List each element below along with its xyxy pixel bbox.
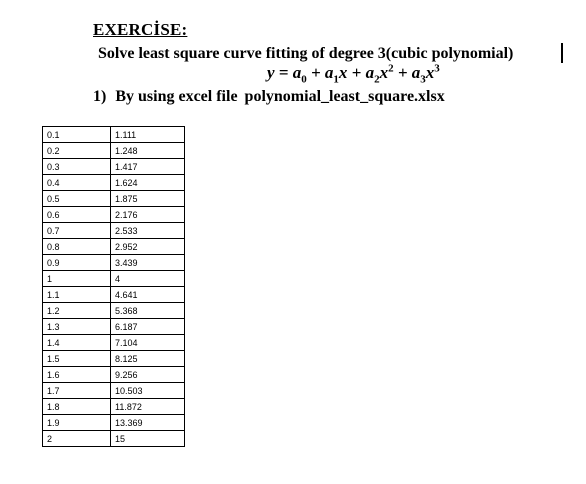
- eq-a3-sub: 3: [420, 73, 426, 86]
- y-value-cell: 7.104: [111, 335, 185, 351]
- exercise-title: EXERCİSE:: [93, 20, 188, 39]
- table-row: [43, 431, 185, 447]
- table-row: [43, 191, 185, 207]
- y-value-cell: 15: [111, 431, 185, 447]
- x-value-cell: 1: [43, 271, 111, 287]
- x-value-cell: 0.5: [43, 191, 111, 207]
- y-value-cell: 2.952: [111, 239, 185, 255]
- y-value-cell: 11.872: [111, 399, 185, 415]
- table-row: [43, 351, 185, 367]
- exercise-subtitle: Solve least square curve fitting of degree 3(cubic polynomial): [98, 45, 514, 62]
- x-value-cell: 0.7: [43, 223, 111, 239]
- y-value-cell: 1.417: [111, 159, 185, 175]
- table-row: [43, 255, 185, 271]
- table-row: [43, 415, 185, 431]
- x-value-cell: 1.8: [43, 399, 111, 415]
- table-row: [43, 367, 185, 383]
- polynomial-equation: [267, 62, 440, 84]
- eq-a0-sub: 0: [301, 73, 307, 86]
- text-cursor: [561, 43, 563, 63]
- y-value-cell: 1.624: [111, 175, 185, 191]
- y-value-cell: 2.176: [111, 207, 185, 223]
- x-value-cell: 1.3: [43, 319, 111, 335]
- y-value-cell: 5.368: [111, 303, 185, 319]
- y-value-cell: 4: [111, 271, 185, 287]
- table-row: [43, 383, 185, 399]
- excel-filename: polynomial_least_square.xlsx: [244, 88, 445, 105]
- y-value-cell: 1.111: [111, 127, 185, 143]
- y-value-cell: 1.875: [111, 191, 185, 207]
- table-row: [43, 287, 185, 303]
- x-value-cell: 2: [43, 431, 111, 447]
- y-value-cell: 10.503: [111, 383, 185, 399]
- instruction-text: By using excel file: [115, 88, 238, 105]
- data-table-body: [43, 127, 185, 447]
- eq-a2-sub: 2: [374, 73, 380, 86]
- x-value-cell: 0.9: [43, 255, 111, 271]
- eq-lhs: y: [267, 63, 275, 82]
- eq-a0: a: [292, 63, 302, 82]
- eq-x2: x: [379, 63, 389, 82]
- eq-equals: =: [274, 63, 293, 82]
- eq-plus-1: +: [306, 63, 325, 82]
- y-value-cell: 3.439: [111, 255, 185, 271]
- x-value-cell: 0.8: [43, 239, 111, 255]
- eq-x1: x: [338, 63, 348, 82]
- y-value-cell: 6.187: [111, 319, 185, 335]
- y-value-cell: 8.125: [111, 351, 185, 367]
- data-table: [42, 126, 185, 447]
- eq-x3: x: [425, 63, 435, 82]
- table-row: [43, 303, 185, 319]
- x-value-cell: 0.2: [43, 143, 111, 159]
- x-value-cell: 1.7: [43, 383, 111, 399]
- x-value-cell: 1.9: [43, 415, 111, 431]
- x-value-cell: 1.4: [43, 335, 111, 351]
- table-row: [43, 175, 185, 191]
- y-value-cell: 9.256: [111, 367, 185, 383]
- eq-a1: a: [324, 63, 334, 82]
- table-row: [43, 207, 185, 223]
- table-row: [43, 399, 185, 415]
- table-row: [43, 127, 185, 143]
- x-value-cell: 0.4: [43, 175, 111, 191]
- y-value-cell: 4.641: [111, 287, 185, 303]
- x-value-cell: 0.1: [43, 127, 111, 143]
- eq-plus-3: +: [393, 63, 412, 82]
- instruction-line: [93, 87, 445, 106]
- eq-a1-sub: 1: [333, 73, 339, 86]
- x-value-cell: 1.2: [43, 303, 111, 319]
- instruction-number: 1): [93, 88, 107, 105]
- table-row: [43, 239, 185, 255]
- y-value-cell: 1.248: [111, 143, 185, 159]
- table-row: [43, 335, 185, 351]
- table-row: [43, 319, 185, 335]
- eq-x2-sup: 2: [388, 62, 394, 75]
- table-row: [43, 159, 185, 175]
- eq-plus-2: +: [347, 63, 366, 82]
- y-value-cell: 2.533: [111, 223, 185, 239]
- x-value-cell: 0.6: [43, 207, 111, 223]
- eq-x3-sup: 3: [434, 62, 440, 75]
- y-value-cell: 13.369: [111, 415, 185, 431]
- table-row: [43, 143, 185, 159]
- x-value-cell: 1.6: [43, 367, 111, 383]
- eq-a3: a: [411, 63, 421, 82]
- eq-a2: a: [365, 63, 375, 82]
- x-value-cell: 1.5: [43, 351, 111, 367]
- x-value-cell: 0.3: [43, 159, 111, 175]
- table-row: [43, 271, 185, 287]
- x-value-cell: 1.1: [43, 287, 111, 303]
- table-row: [43, 223, 185, 239]
